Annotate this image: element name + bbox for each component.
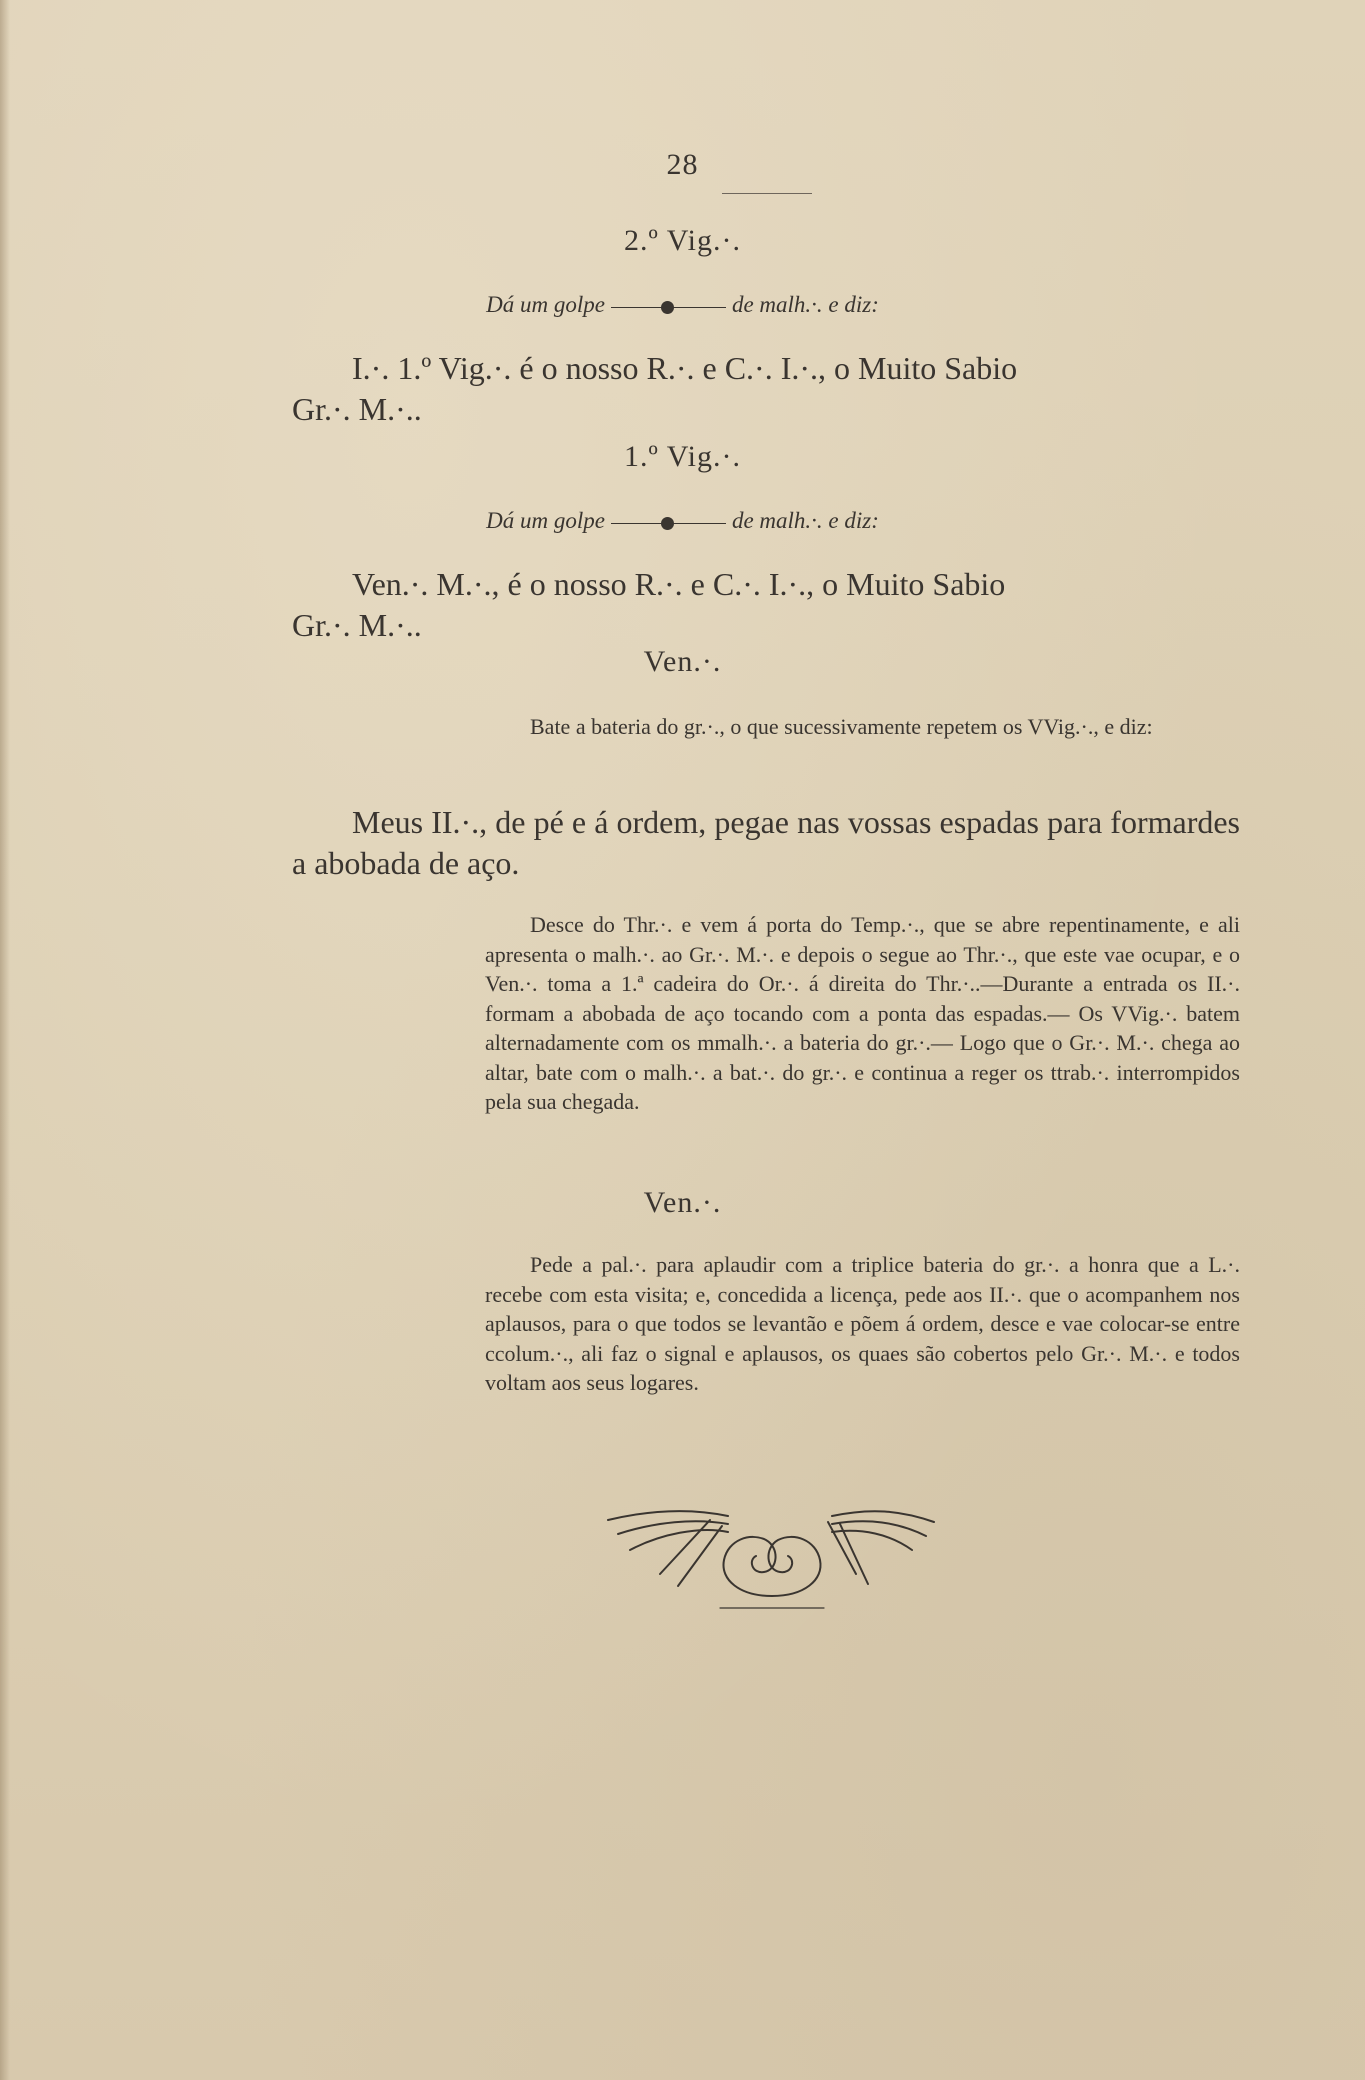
speech-line: Ven.·. M.·., é o nosso R.·. e C.·. I.·., o Muito Sabio: [352, 566, 1006, 602]
stage-direction-second-vigilant: [0, 292, 1365, 318]
heading-first-vigilant: 1.º Vig.·.: [624, 440, 741, 473]
speech-second-vigilant: [292, 348, 1240, 430]
stage-direction-first-vigilant: [0, 508, 1365, 534]
heading-venerable-second: Ven.·.: [643, 1186, 722, 1219]
page-number-rule: [722, 193, 812, 194]
gavel-blow-icon: [611, 300, 726, 314]
speech-line: Gr.·. M.·..: [292, 391, 422, 427]
narration-venerable-applause: Pede a pal.·. para aplaudir com a triplice bateria do gr.·. a honra que a L.·. recebe com esta visita; e, concedida a licença, pede aos II.·. que o acompanhem nos aplausos, para o que todos se levantão e põem á ordem, desce e vae colocar-se entre ccolum.·., ali faz o signal e aplausos, os quaes são cobertos pelo Gr.·. M.·. e todos voltam aos seus logares.: [485, 1252, 1240, 1395]
direction-text-after: de malh.·. e diz:: [731, 508, 879, 533]
direction-text-before: Dá um golpe: [486, 508, 605, 533]
heading-second-vigilant: 2.º Vig.·.: [624, 224, 741, 257]
heading-venerable: Ven.·.: [643, 645, 722, 678]
speech-venerable: Meus II.·., de pé e á ordem, pegae nas vossas espadas para formardes a abobada de aço.: [292, 804, 1240, 881]
speech-line: Gr.·. M.·..: [292, 607, 422, 643]
direction-text-after: de malh.·. e diz:: [731, 292, 879, 317]
gavel-blow-icon: [611, 516, 726, 530]
stage-direction-venerable: Bate a bateria do gr.·., o que sucessivamente repetem os VVig.·., e diz:: [530, 714, 1153, 739]
ornament-flourish-icon: [600, 1500, 940, 1615]
direction-text-before: Dá um golpe: [486, 292, 605, 317]
narration-venerable-entrance: Desce do Thr.·. e vem á porta do Temp.·., que se abre repentinamente, e ali apresenta o malh.·. ao Gr.·. M.·. e depois o segue ao Thr.·., que este vae ocupar, e o Ven.·. toma a 1.ª cadeira do Or.·. á direita do Thr.·..—Durante a entrada os II.·. formam a abobada de aço tocando com a ponta das espadas.— Os VVig.·. batem alternadamente com os mmalh.·. a bateria do gr.·.— Logo que o Gr.·. M.·. chega ao altar, bate com o malh.·. a bat.·. do gr.·. e continua a reger os ttrab.·. interrompidos pela sua chegada.: [485, 912, 1240, 1114]
page-number: 28: [666, 148, 699, 181]
speech-first-vigilant: [292, 564, 1240, 646]
speech-line: I.·. 1.º Vig.·. é o nosso R.·. e C.·. I.·., o Muito Sabio: [352, 350, 1018, 386]
